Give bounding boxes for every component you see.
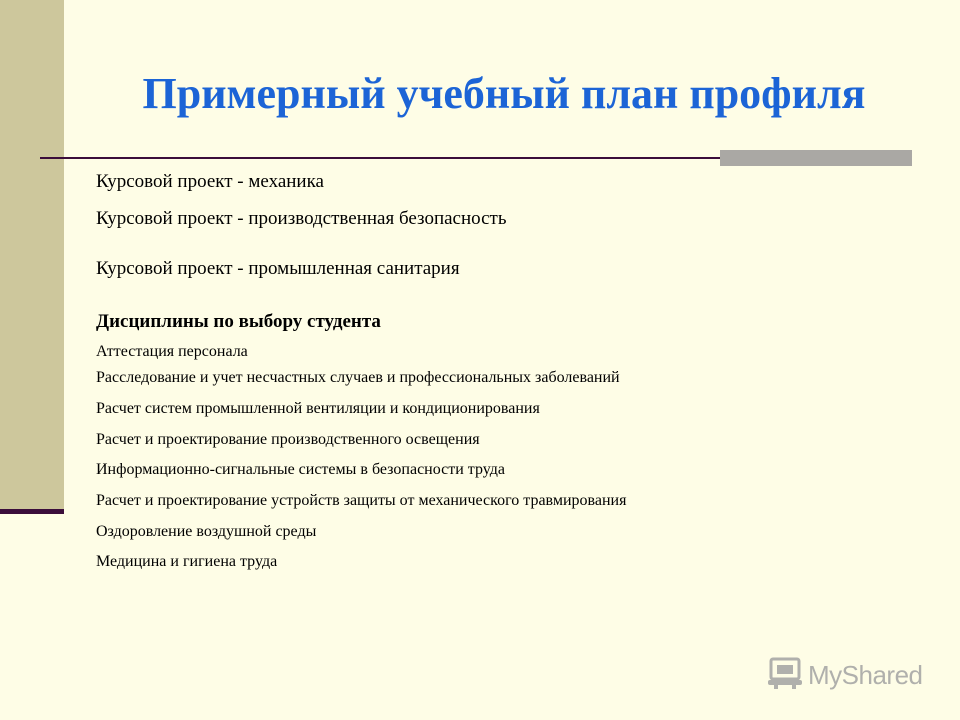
- course-project-item: Курсовой проект - механика: [96, 171, 324, 192]
- left-band-bottom-bar: [0, 509, 64, 514]
- elective-item: Расчет и проектирование устройств защиты от механического травмирования: [96, 492, 627, 509]
- elective-item: Расследование и учет несчастных случаев и профессиональных заболеваний: [96, 369, 620, 386]
- elective-item: Информационно-сигнальные системы в безопасности труда: [96, 461, 505, 478]
- course-project-item: Курсовой проект - производственная безопасность: [96, 208, 507, 229]
- elective-item: Расчет систем промышленной вентиляции и кондиционирования: [96, 400, 540, 417]
- elective-item: Медицина и гигиена труда: [96, 553, 278, 570]
- elective-item: Расчет и проектирование производственного освещения: [96, 431, 480, 448]
- electives-heading: Дисциплины по выбору студента: [96, 311, 381, 332]
- myshared-watermark: [768, 656, 923, 695]
- slide-title: Примерный учебный план профиля: [142, 69, 866, 118]
- title-divider-accent: [720, 150, 912, 166]
- elective-item: Оздоровление воздушной среды: [96, 523, 317, 540]
- myshared-logo-icon: [768, 656, 804, 695]
- watermark-text: MyShared: [808, 660, 923, 690]
- course-project-item: Курсовой проект - промышленная санитария: [96, 258, 460, 279]
- elective-item: Аттестация персонала: [96, 343, 248, 360]
- left-decorative-band: [0, 0, 64, 512]
